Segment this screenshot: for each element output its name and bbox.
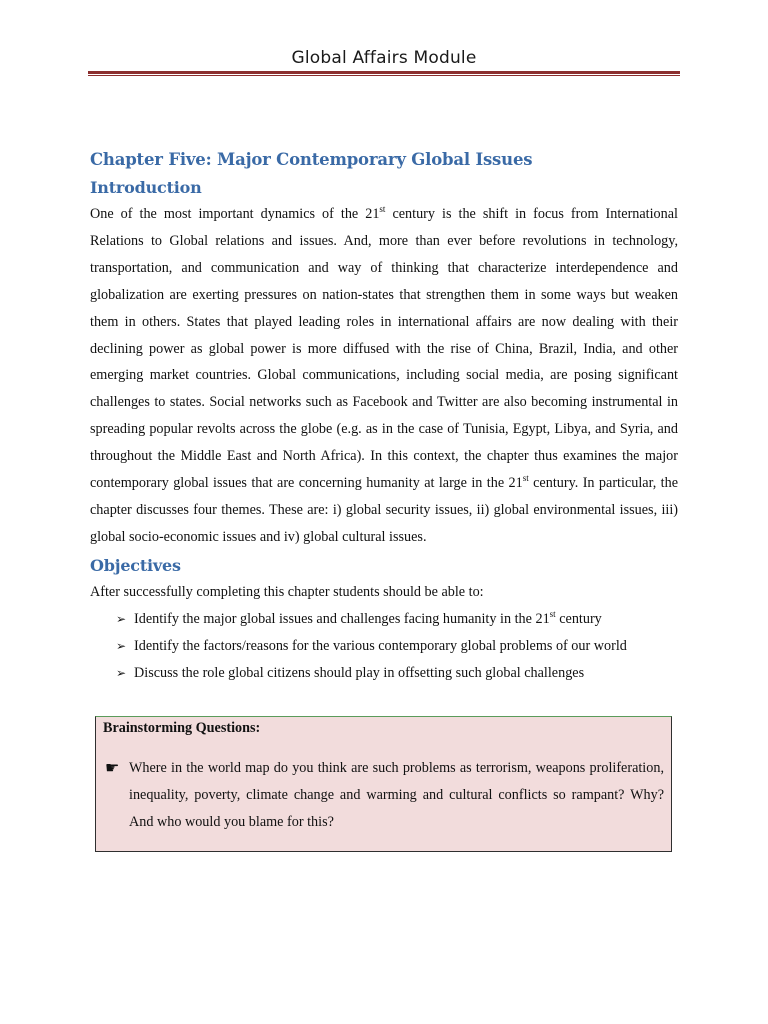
intro-superscript-1: st xyxy=(379,204,386,214)
objectives-lead: After successfully completing this chapter students should be able to: xyxy=(90,583,484,600)
intro-text-part2: century is the shift in focus from International Relations to Global relations and issues. And, more than ever before revolutions in technology, transportation, and communication and way of thinking that characterize interdependence and globalization are exerting pressures on nation-states that strengthen them in some ways but weaken them in others. States that played leading roles in international affairs are now dealing with their declining power as global power is more diffused with the rise of China, Brazil, India, and other emerging market countries. Global communications, including social media, are posing significant challenges to states. Social networks such as Facebook and Twitter are also becoming instrumental in spreading popular revolts across the globe (e.g. as in the case of Tunisia, Egypt, Libya, and Syria, and throughout the Middle East and North Africa). In this context, the chapter thus examines the major contemporary global issues that are concerning humanity at large in the 21 xyxy=(90,206,678,492)
pointing-hand-icon: ☛ xyxy=(105,758,120,777)
objective-text: Identify the factors/reasons for the various contemporary global problems of our world xyxy=(134,637,627,654)
brainstorming-title: Brainstorming Questions: xyxy=(103,720,261,736)
intro-text-part3: century. In particular, the chapter discusses four themes. These are: i) global security issues, ii) global environmental issues, iii) global socio-economic issues and iv) global cultural issues. xyxy=(90,475,679,545)
objectives-heading: Objectives xyxy=(90,555,181,575)
introduction-paragraph xyxy=(90,201,678,551)
objective-item xyxy=(116,633,678,660)
document-body xyxy=(90,150,678,686)
brainstorming-box xyxy=(95,716,672,852)
objectives-list xyxy=(90,606,678,687)
brainstorming-question-item xyxy=(105,755,664,836)
introduction-heading: Introduction xyxy=(90,178,202,197)
objective-item xyxy=(116,606,678,633)
header-rule xyxy=(88,71,680,76)
intro-text-part1: One of the most important dynamics of the 21 xyxy=(90,206,380,222)
objective-superscript: st xyxy=(549,608,556,619)
arrow-bullet-icon: ➢ xyxy=(116,665,127,680)
chapter-title: Chapter Five: Major Contemporary Global Issues xyxy=(90,150,533,169)
arrow-bullet-icon: ➢ xyxy=(116,611,127,626)
objective-text: Discuss the role global citizens should play in offsetting such global challenges xyxy=(134,664,585,681)
brainstorming-question: Where in the world map do you think are such problems as terrorism, weapons proliferation, inequality, poverty, climate change and warming and cultural conflicts so rampant? Why? And who would you blame for this? xyxy=(129,760,664,830)
objective-item xyxy=(116,660,678,687)
page-header-title: Global Affairs Module xyxy=(291,48,477,68)
objective-text: Identify the major global issues and challenges facing humanity in the 21 xyxy=(134,610,550,627)
objective-tail: century xyxy=(555,610,602,627)
intro-superscript-2: st xyxy=(522,473,529,484)
arrow-bullet-icon: ➢ xyxy=(116,638,127,653)
